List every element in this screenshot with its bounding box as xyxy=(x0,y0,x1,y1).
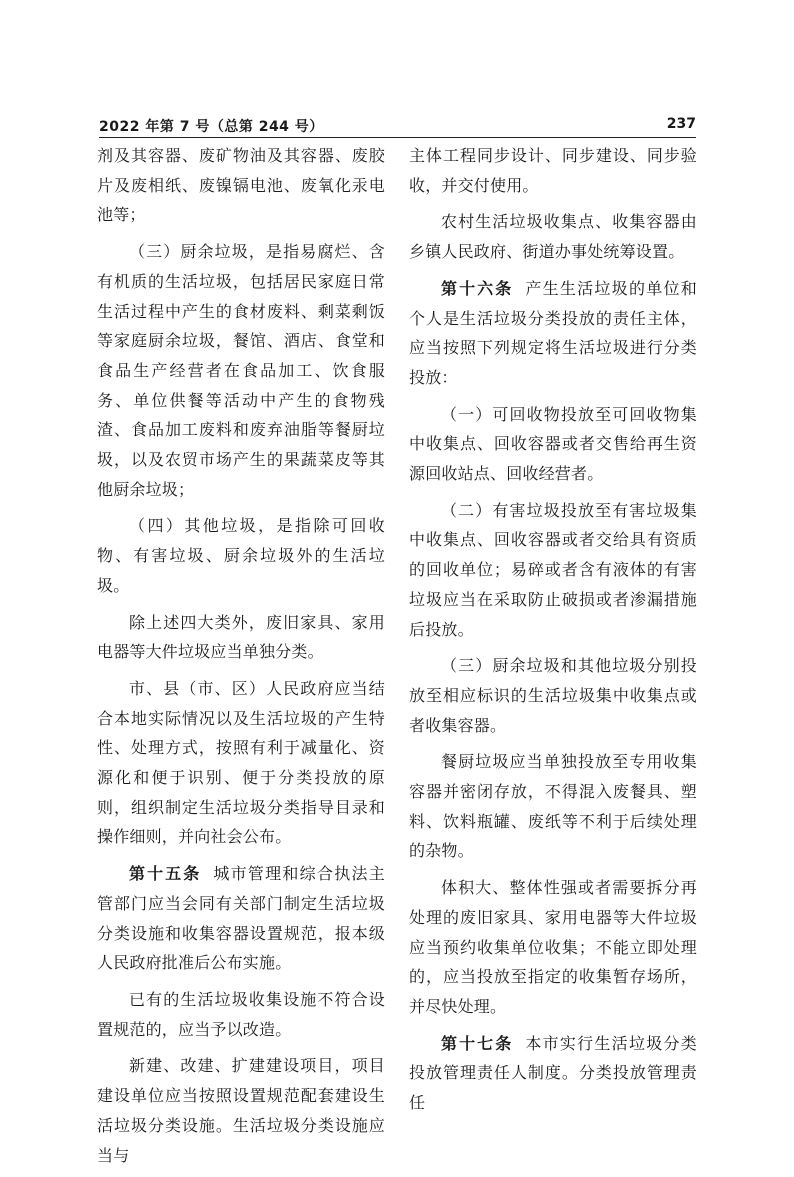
paragraph-text: （二）有害垃圾投放至有害垃圾集中收集点、回收容器或者交给具有资质的回收单位；易碎或者含有液体的有害垃圾应当在采取防止破损或者渗漏措施后投放。 xyxy=(409,500,697,639)
paragraph-text: （三）厨余垃圾，是指易腐烂、含有机质的生活垃圾，包括居民家庭日常生活过程中产生的食材废料、剩菜剩饭等家庭厨余垃圾，餐馆、酒店、食堂和食品生产经营者在食品加工、饮食服务、单位供餐等活动中产生的食物残渣、食品加工废料和废弃油脂等餐厨垃圾，以及农贸市场产生的果蔬菜皮等其他厨余垃圾； xyxy=(97,242,385,499)
body-paragraph xyxy=(97,674,385,852)
article-number: 第十六条 xyxy=(441,278,514,298)
paragraph-text: 产生生活垃圾的单位和个人是生活垃圾分类投放的责任主体，应当按照下列规定将生活垃圾进行分类投放： xyxy=(409,278,697,387)
body-paragraph xyxy=(97,1051,385,1170)
body-paragraph xyxy=(409,141,697,200)
paragraph-text: （四）其他垃圾，是指除可回收物、有害垃圾、厨余垃圾外的生活垃圾。 xyxy=(97,516,385,595)
body-paragraph xyxy=(409,747,697,866)
paragraph-text: 城市管理和综合执法主管部门应当会同有关部门制定生活垃圾分类设施和收集容器设置规范，报本级人民政府批准后公布实施。 xyxy=(97,864,385,973)
paragraph-text: 餐厨垃圾应当单独投放至专用收集容器并密闭存放，不得混入废餐具、塑料、饮料瓶罐、废纸等不利于后续处理的杂物。 xyxy=(409,752,697,861)
article-paragraph xyxy=(409,1029,697,1118)
paragraph-text: 已有的生活垃圾收集设施不符合设置规范的，应当予以改造。 xyxy=(97,989,385,1039)
paragraph-text: （一）可回收物投放至可回收物集中收集点、回收容器或者交售给再生资源回收站点、回收经营者。 xyxy=(409,404,697,484)
left-column xyxy=(97,141,385,1177)
paragraph-text: 本市实行生活垃圾分类投放管理责任人制度。分类投放管理责任 xyxy=(409,1033,697,1113)
body-paragraph xyxy=(409,873,697,1022)
right-column xyxy=(409,141,697,1125)
page-header xyxy=(99,116,696,136)
body-paragraph xyxy=(409,400,697,489)
header-rule xyxy=(99,137,696,138)
article-number: 第十五条 xyxy=(129,864,202,884)
issue-number: 2022 年第 7 号（总第 244 号） xyxy=(99,119,324,135)
paragraph-text: 体积大、整体性强或者需要拆分再处理的废旧家具、家用电器等大件垃圾应当预约收集单位收集；不能立即处理的，应当投放至指定的收集暂存场所，并尽快处理。 xyxy=(409,878,697,1016)
article-paragraph xyxy=(409,274,697,393)
page-number: 237 xyxy=(666,116,696,132)
body-paragraph xyxy=(409,207,697,266)
article-paragraph xyxy=(97,859,385,978)
article-number: 第十七条 xyxy=(441,1033,514,1053)
paragraph-text: 市、县（市、区）人民政府应当结合本地实际情况以及生活垃圾的产生特性、处理方式，按照有利于减量化、资源化和便于识别、便于分类投放的原则，组织制定生活垃圾分类指导目录和操作细则，并向社会公布。 xyxy=(97,678,385,847)
paragraph-text: 主体工程同步设计、同步建设、同步验收，并交付使用。 xyxy=(409,146,697,195)
body-paragraph xyxy=(97,141,385,230)
body-paragraph xyxy=(409,496,697,645)
body-paragraph xyxy=(97,985,385,1044)
body-paragraph xyxy=(97,608,385,667)
body-paragraph xyxy=(97,511,385,600)
paragraph-text: 农村生活垃圾收集点、收集容器由乡镇人民政府、街道办事处统筹设置。 xyxy=(409,212,697,262)
paragraph-text: 剂及其容器、废矿物油及其容器、废胶片及废相纸、废镍镉电池、废氧化汞电池等； xyxy=(97,146,385,225)
paragraph-text: 新建、改建、扩建建设项目，项目建设单位应当按照设置规范配套建设生活垃圾分类设施。生活垃圾分类设施应当与 xyxy=(97,1056,385,1165)
paragraph-text: 除上述四大类外，废旧家具、家用电器等大件垃圾应当单独分类。 xyxy=(97,612,385,662)
body-paragraph xyxy=(97,237,385,504)
body-paragraph xyxy=(409,651,697,740)
paragraph-text: （三）厨余垃圾和其他垃圾分别投放至相应标识的生活垃圾集中收集点或者收集容器。 xyxy=(409,656,697,735)
